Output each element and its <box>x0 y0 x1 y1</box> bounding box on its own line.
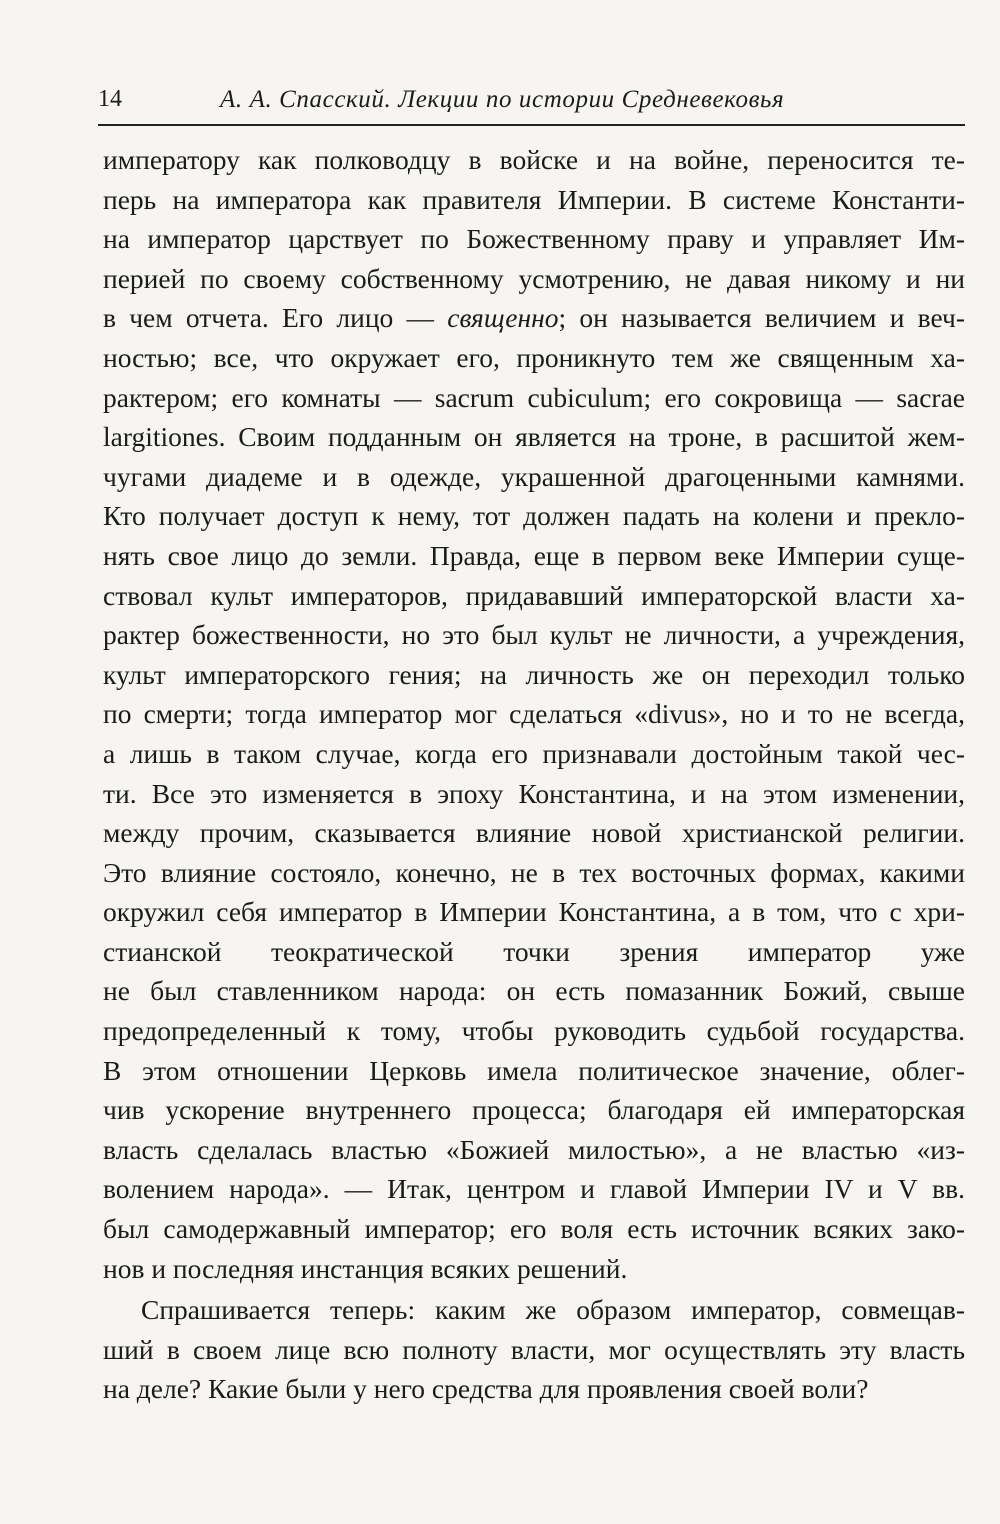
text-line: а лишь в таком случае, когда его признавали достойным такой чес- <box>103 737 965 769</box>
text-line: между прочим, сказывается влияние новой христианской религии. <box>103 817 965 849</box>
text-line: на император царствует по Божественному праву и управляет Им- <box>103 223 965 255</box>
text-line: largitiones. Своим подданным он является на троне, в расшитой жем- <box>103 421 965 453</box>
text-line: волением народа». — Итак, центром и главой Империи IV и V вв. <box>103 1173 965 1205</box>
text-segment: в чем отчета. Его лицо — <box>103 302 448 334</box>
text-line: рактер божественности, но это был культ не личности, а учреждения, <box>103 619 965 651</box>
paragraph-1 <box>103 140 965 1288</box>
text-line: Кто получает доступ к нему, тот должен падать на колени и прекло- <box>103 500 965 532</box>
text-line <box>103 298 965 338</box>
text-line: нов и последняя инстанция всяких решений. <box>103 1252 628 1284</box>
text-line: ший в своем лице всю полноту власти, мог осуществлять эту власть <box>103 1333 965 1365</box>
text-line: императору как полководцу в войске и на войне, переносится те- <box>103 144 965 175</box>
emphasis: священно <box>447 302 559 334</box>
text-line: культ императорского гения; на личность же он переходил только <box>103 658 965 690</box>
text-line: предопределенный к тому, чтобы руководить судьбой государства. <box>103 1015 965 1047</box>
text-line: Это влияние состояло, конечно, не в тех восточных формах, какими <box>103 856 965 888</box>
page-number: 14 <box>98 86 122 112</box>
text-line: ствовал культ императоров, придававший императорской власти ха- <box>103 579 965 611</box>
text-line: перией по своему собственному усмотрению, не давая никому и ни <box>103 262 965 294</box>
paragraph-2 <box>103 1290 965 1409</box>
text-line: перь на императора как правителя Империи. В системе Константи- <box>103 183 965 215</box>
text-line: стианской теократической точки зрения император уже <box>103 935 965 967</box>
text-line: власть сделалась властью «Божией милостью», а не властью «из- <box>103 1133 965 1165</box>
header-rule <box>98 124 965 126</box>
text-line: окружил себя император в Империи Константина, а в том, что с хри- <box>103 896 965 928</box>
text-line: на деле? Какие были у него средства для проявления своей воли? <box>103 1373 869 1405</box>
text-line: был самодержавный император; его воля есть источник всяких зако- <box>103 1213 965 1245</box>
text-line: Спрашивается теперь: каким же образом император, совмещав- <box>141 1294 965 1326</box>
running-header <box>98 82 965 122</box>
text-line: рактером; его комнаты — sacrum cubiculum; его сокровища — sacrae <box>103 381 965 413</box>
text-segment: ; он называется величием и веч- <box>558 302 965 334</box>
text-line: В этом отношении Церковь имела политическое значение, облег- <box>103 1054 965 1086</box>
text-line: ти. Все это изменяется в эпоху Константина, и на этом изменении, <box>103 777 965 809</box>
text-line: ностью; все, что окружает его, проникнуто тем же священным ха- <box>103 341 965 373</box>
running-title: А. А. Спасский. Лекции по истории Средневековья <box>220 86 785 113</box>
page-body <box>103 140 965 1409</box>
text-line: чив ускорение внутреннего процесса; благодаря ей императорская <box>103 1094 965 1126</box>
text-line: чугами диадеме и в одежде, украшенной драгоценными камнями. <box>103 460 965 492</box>
text-line: нять свое лицо до земли. Правда, еще в первом веке Империи суще- <box>103 539 965 571</box>
text-line: не был ставленником народа: он есть помазанник Божий, свыше <box>103 975 965 1007</box>
text-line: по смерти; тогда император мог сделаться «divus», но и то не всегда, <box>103 698 965 730</box>
